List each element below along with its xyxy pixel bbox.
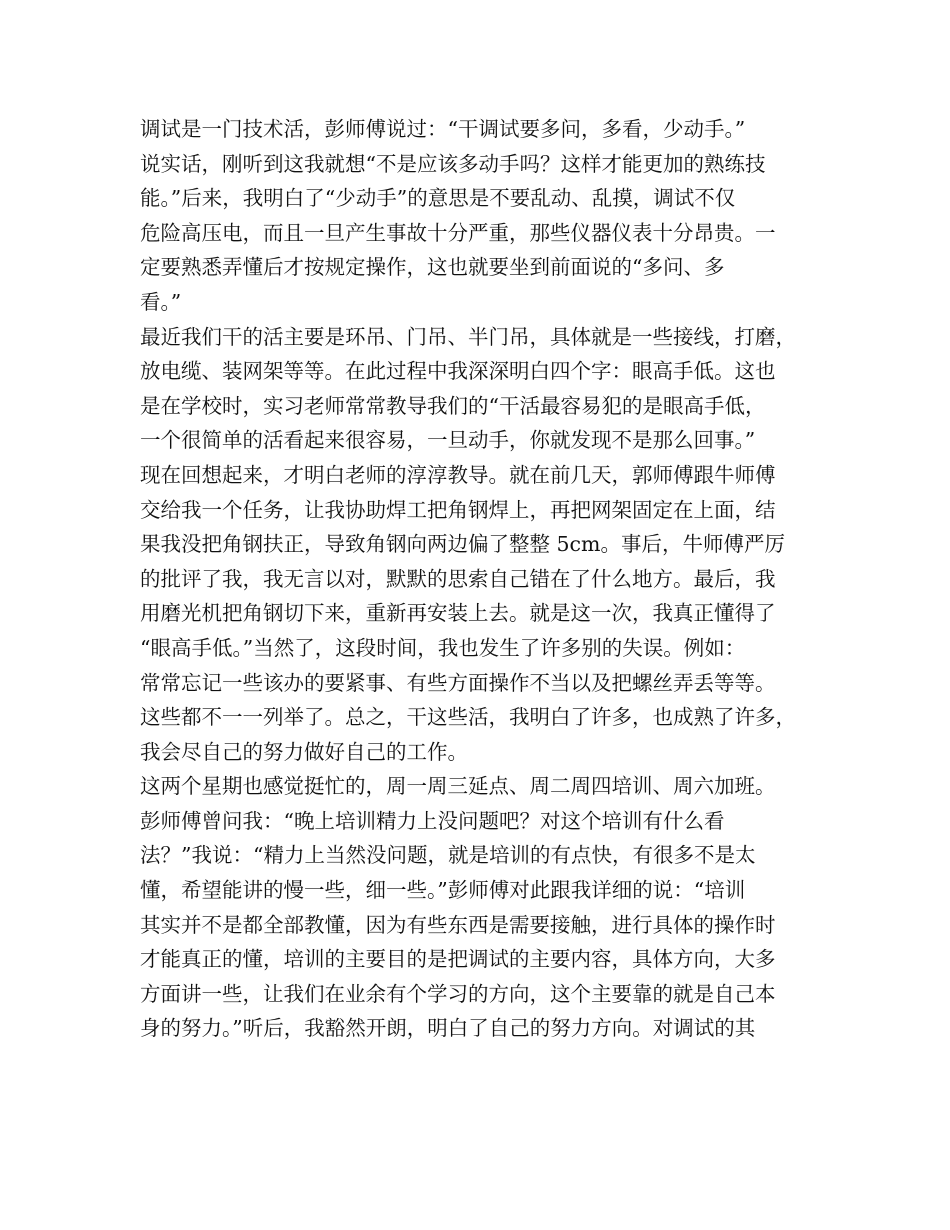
text-line: 能。”后来，我明白了“少动手”的意思是不要乱动、乱摸，调试不仅 [140, 186, 736, 211]
text-line: 彭师傅曾问我：“晚上培训精力上没问题吧？对这个培训有什么看 [140, 808, 725, 833]
text-line: 果我没把角钢扶正，导致角钢向两边偏了整整 5cm。事后，牛师傅严厉 [140, 532, 785, 557]
text-line: 常常忘记一些该办的要紧事、有些方面操作不当以及把螺丝弄丢等等。 [140, 670, 776, 695]
text-line: 说实话，刚听到这我就想“不是应该多动手吗？这样才能更加的熟练技 [140, 151, 766, 176]
text-line: 调试是一门技术活，彭师傅说过：“干调试要多问，多看，少动手。” [140, 117, 746, 141]
text-line: 的批评了我，我无言以对，默默的思索自己错在了什么地方。最后，我 [140, 566, 776, 591]
text-line: 懂，希望能讲的慢一些，细一些。”彭师傅对此跟我详细的说：“培训 [140, 878, 746, 903]
text-line: 这些都不一一列举了。总之，干这些活，我明白了许多，也成熟了许多， [140, 705, 796, 730]
text-line: 危险高压电，而且一旦产生事故十分严重，那些仪器仪表十分昂贵。一 [140, 220, 776, 245]
text-line: 最近我们干的活主要是环吊、门吊、半门吊，具体就是一些接线，打磨， [140, 324, 796, 349]
text-line: 其实并不是都全部教懂，因为有些东西是需要接触，进行具体的操作时 [140, 912, 776, 937]
text-line: 才能真正的懂，培训的主要目的是把调试的主要内容，具体方向，大多 [140, 947, 776, 972]
text-line: 是在学校时，实习老师常常教导我们的“干活最容易犯的是眼高手低， [140, 393, 766, 418]
text-line: 看。” [140, 289, 182, 314]
text-line: 现在回想起来，才明白老师的淳淳教导。就在前几天，郭师傅跟牛师傅 [140, 462, 776, 487]
text-line: 定要熟悉弄懂后才按规定操作，这也就要坐到前面说的“多问、多 [140, 255, 725, 280]
text-line: 我会尽自己的努力做好自己的工作。 [140, 739, 468, 764]
text-line: 交给我一个任务，让我协助焊工把角钢焊上，再把网架固定在上面，结 [140, 497, 776, 522]
text-line: 这两个星期也感觉挺忙的，周一周三延点、周二周四培训、周六加班。 [140, 774, 776, 799]
text-line: 方面讲一些，让我们在业余有个学习的方向，这个主要靠的就是自己本 [140, 981, 776, 1006]
text-line: 放电缆、装网架等等。在此过程中我深深明白四个字：眼高手低。这也 [140, 359, 776, 384]
body-text [140, 112, 820, 1046]
text-line: 一个很简单的活看起来很容易，一旦动手，你就发现不是那么回事。” [140, 428, 756, 453]
text-line: 用磨光机把角钢切下来，重新再安装上去。就是这一次，我真正懂得了 [140, 601, 776, 626]
text-line: “眼高手低。”当然了，这段时间，我也发生了许多别的失误。例如： [140, 635, 746, 660]
text-line: 法？”我说：“精力上当然没问题，就是培训的有点快，有很多不是太 [140, 843, 756, 868]
text-line: 身的努力。”听后，我豁然开朗，明白了自己的努力方向。对调试的其 [140, 1016, 756, 1041]
